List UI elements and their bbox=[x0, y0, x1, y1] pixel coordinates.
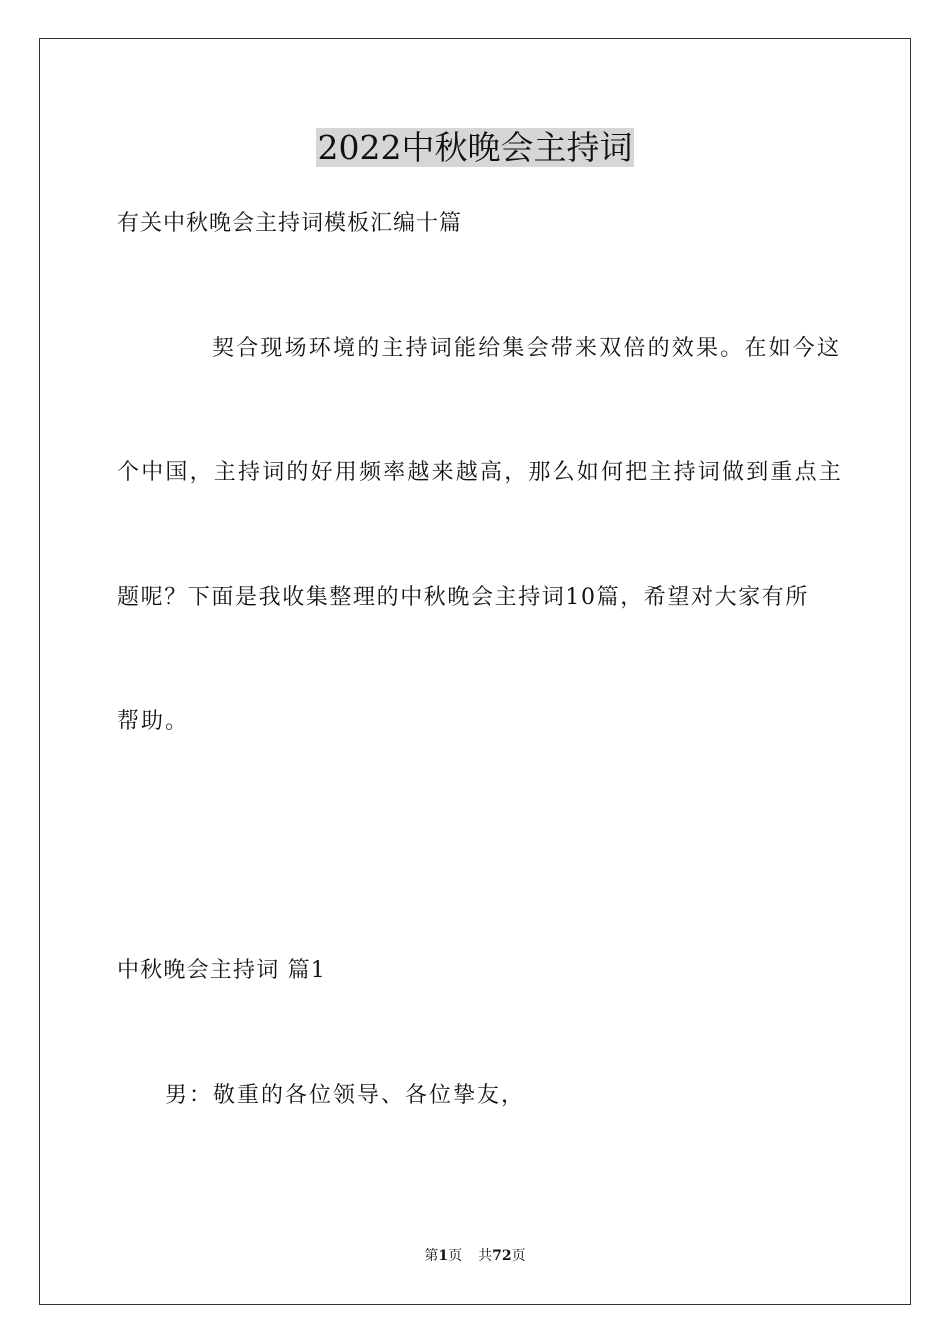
paragraph-line-1: 契合现场环境的主持词能给集会带来双倍的效果。在如今这 bbox=[212, 336, 842, 361]
page-suffix: 页 bbox=[448, 1248, 463, 1264]
total-prefix: 共 bbox=[478, 1248, 493, 1264]
document-title-text: 2022中秋晚会主持词 bbox=[317, 128, 633, 167]
document-title bbox=[0, 128, 950, 168]
speaker-line: 男：敬重的各位领导、各位挚友， bbox=[165, 1083, 526, 1108]
total-suffix: 页 bbox=[511, 1248, 526, 1264]
paragraph-line-4: 帮助。 bbox=[117, 709, 190, 734]
page-prefix: 第 bbox=[424, 1248, 439, 1264]
total-pages: 72 bbox=[492, 1248, 512, 1264]
document-subtitle: 有关中秋晚会主持词模板汇编十篇 bbox=[117, 211, 463, 236]
page-number: 1 bbox=[438, 1248, 449, 1264]
section-heading: 中秋晚会主持词 篇1 bbox=[117, 958, 326, 983]
page-footer bbox=[0, 1247, 950, 1265]
paragraph-line-2: 个中国，主持词的好用频率越来越高，那么如何把主持词做到重点主 bbox=[117, 460, 844, 485]
paragraph-line-3: 题呢？下面是我收集整理的中秋晚会主持词10篇，希望对大家有所 bbox=[117, 585, 809, 610]
